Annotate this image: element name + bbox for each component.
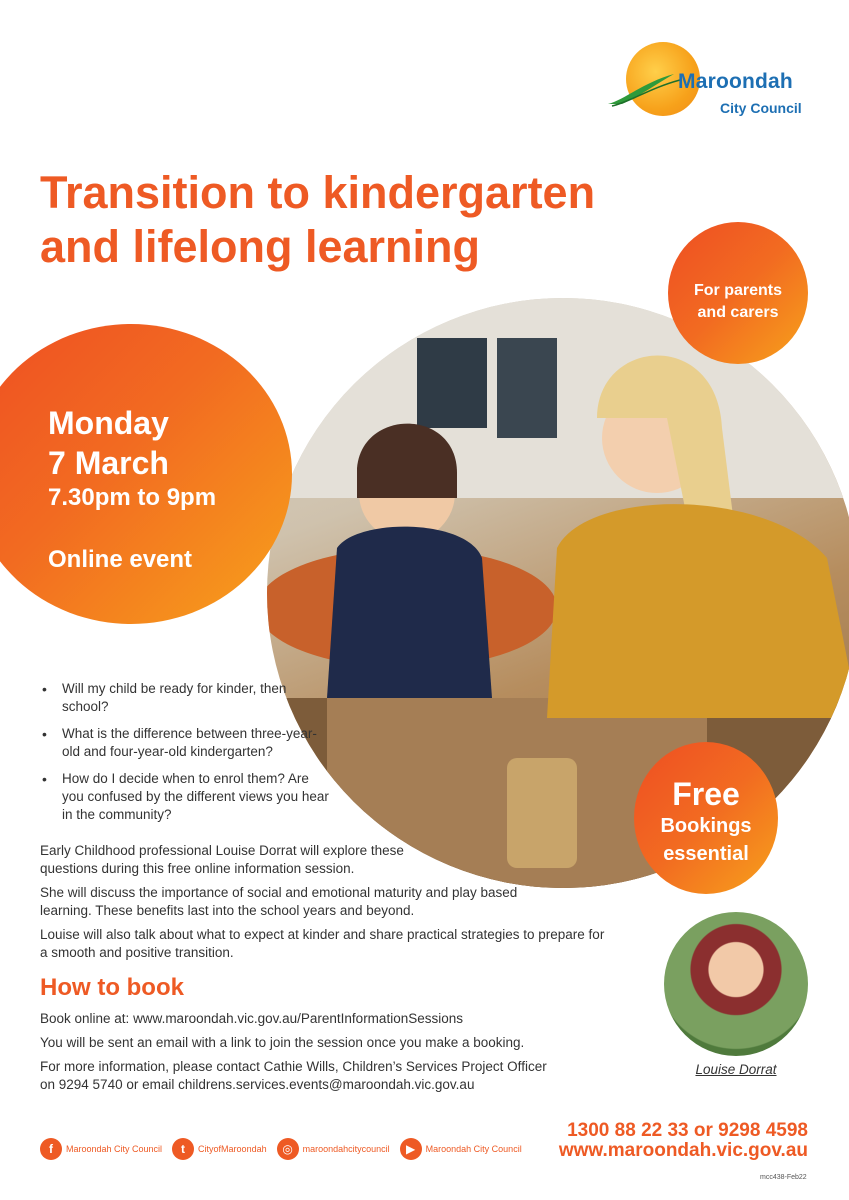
twitter-icon: t [172,1138,194,1160]
council-logo [604,40,824,130]
intro-paragraph: Early Childhood professional Louise Dorrat will explore these questions during this free online information session. [40,843,404,876]
social-label: Maroondah City Council [425,1144,522,1154]
social-label: maroondahcitycouncil [302,1144,390,1154]
event-date: 7 March [48,445,169,481]
audience-line-2: and carers [697,304,779,321]
social-facebook[interactable] [40,1138,162,1160]
presenter-name: Louise Dorrat [695,1062,777,1077]
logo-name: Maroondah [678,70,793,93]
event-mode: Online event [48,546,193,573]
social-instagram[interactable] [277,1138,390,1160]
list-item: • Will my child be ready for kinder, then school? [40,680,330,716]
email-note: You will be sent an email with a link to join the session once you make a booking. [40,1035,525,1050]
event-time: 7.30pm to 9pm [48,484,217,511]
contact-line-1: For more information, please contact Cathie Wills, Children’s Services Project Officer [40,1059,547,1074]
title-line-1: Transition to kindergarten [40,167,596,218]
booking-url[interactable]: Book online at: www.maroondah.vic.gov.au/ParentInformationSessions [40,1011,463,1026]
youtube-icon: ▶ [400,1138,422,1160]
expectations-paragraph: Louise will also talk about what to expect at kinder and share practical strategies to prepare for a smooth and positive transition. [40,927,605,960]
free-label: Free [672,776,740,812]
list-item: • How do I decide when to enrol them? Are you confused by the different views you hear in the community? [40,770,330,824]
contact-info [40,1058,610,1094]
title-line-2: and lifelong learning [40,221,481,272]
social-twitter[interactable] [172,1138,267,1160]
facebook-icon: f [40,1138,62,1160]
social-label: Maroondah City Council [66,1144,163,1154]
logo-subtitle: City Council [720,100,802,116]
bookings-essential-label [634,812,778,868]
page-title [40,166,680,274]
social-youtube[interactable] [400,1138,522,1160]
question-list [40,680,330,833]
social-label: CityofMaroondah [198,1144,267,1154]
document-code: mcc438-Feb22 [760,1174,807,1181]
social-links [40,1138,532,1160]
list-item: • What is the difference between three-year-old and four-year-old kindergarten? [40,725,330,761]
benefits-paragraph: She will discuss the importance of social and emotional maturity and play based learning. These benefits last into the school years and beyond. [40,885,518,918]
free-line-1: Bookings [660,815,752,837]
how-to-book-heading: How to book [40,974,184,1001]
contact-phone[interactable]: 1300 88 22 33 or 9298 4598 [567,1120,808,1141]
instagram-icon: ◎ [277,1138,299,1160]
audience-line-1: For parents [693,282,782,299]
event-day: Monday [48,405,169,441]
audience-label [668,280,808,324]
contact-website[interactable]: www.maroondah.vic.gov.au [558,1140,808,1161]
presenter-photo [664,912,808,1056]
contact-line-2[interactable]: on 9294 5740 or email childrens.services.events@maroondah.vic.gov.au [40,1077,475,1092]
free-line-2: essential [663,843,749,865]
